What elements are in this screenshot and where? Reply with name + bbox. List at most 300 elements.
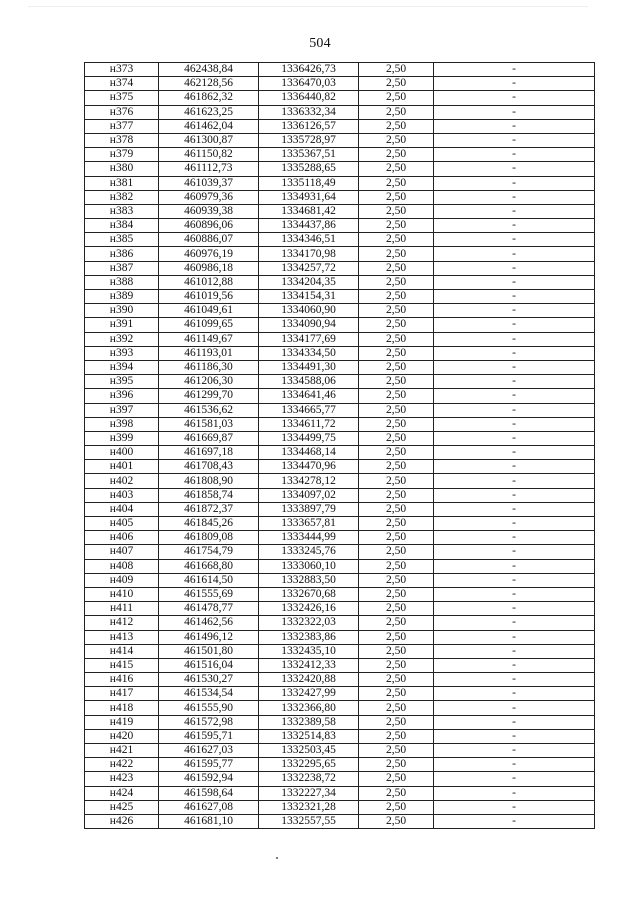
note-cell: - xyxy=(434,786,595,800)
x-coordinate-cell: 461039,37 xyxy=(159,176,259,190)
accuracy-cell: 2,50 xyxy=(359,488,434,502)
point-id-cell: н413 xyxy=(85,630,159,644)
y-coordinate-cell: 1334611,72 xyxy=(259,417,359,431)
y-coordinate-cell: 1335728,97 xyxy=(259,133,359,147)
y-coordinate-cell: 1334170,98 xyxy=(259,247,359,261)
table-row xyxy=(85,517,595,531)
accuracy-cell: 2,50 xyxy=(359,800,434,814)
accuracy-cell: 2,50 xyxy=(359,531,434,545)
y-coordinate-cell: 1336440,82 xyxy=(259,91,359,105)
note-cell: - xyxy=(434,460,595,474)
table-row xyxy=(85,531,595,545)
accuracy-cell: 2,50 xyxy=(359,517,434,531)
accuracy-cell: 2,50 xyxy=(359,176,434,190)
x-coordinate-cell: 461581,03 xyxy=(159,417,259,431)
point-id-cell: н421 xyxy=(85,744,159,758)
y-coordinate-cell: 1334681,42 xyxy=(259,204,359,218)
note-cell: - xyxy=(434,204,595,218)
point-id-cell: н412 xyxy=(85,616,159,630)
x-coordinate-cell: 461623,25 xyxy=(159,105,259,119)
y-coordinate-cell: 1335367,51 xyxy=(259,148,359,162)
table-row xyxy=(85,431,595,445)
note-cell: - xyxy=(434,360,595,374)
note-cell: - xyxy=(434,148,595,162)
y-coordinate-cell: 1334665,77 xyxy=(259,403,359,417)
y-coordinate-cell: 1334090,94 xyxy=(259,318,359,332)
table-row xyxy=(85,744,595,758)
table-row xyxy=(85,204,595,218)
accuracy-cell: 2,50 xyxy=(359,190,434,204)
table-row xyxy=(85,488,595,502)
point-id-cell: н383 xyxy=(85,204,159,218)
note-cell: - xyxy=(434,77,595,91)
note-cell: - xyxy=(434,573,595,587)
accuracy-cell: 2,50 xyxy=(359,814,434,828)
point-id-cell: н397 xyxy=(85,403,159,417)
y-coordinate-cell: 1332557,55 xyxy=(259,814,359,828)
y-coordinate-cell: 1332238,72 xyxy=(259,772,359,786)
point-id-cell: н403 xyxy=(85,488,159,502)
y-coordinate-cell: 1334437,86 xyxy=(259,219,359,233)
table-row xyxy=(85,616,595,630)
x-coordinate-cell: 461150,82 xyxy=(159,148,259,162)
x-coordinate-cell: 461592,94 xyxy=(159,772,259,786)
table-row xyxy=(85,346,595,360)
note-cell: - xyxy=(434,772,595,786)
table-row xyxy=(85,247,595,261)
table-row xyxy=(85,758,595,772)
table-row xyxy=(85,77,595,91)
accuracy-cell: 2,50 xyxy=(359,133,434,147)
note-cell: - xyxy=(434,814,595,828)
table-row xyxy=(85,786,595,800)
table-row xyxy=(85,658,595,672)
x-coordinate-cell: 462128,56 xyxy=(159,77,259,91)
table-row xyxy=(85,687,595,701)
x-coordinate-cell: 460976,19 xyxy=(159,247,259,261)
point-id-cell: н422 xyxy=(85,758,159,772)
note-cell: - xyxy=(434,162,595,176)
x-coordinate-cell: 461012,88 xyxy=(159,275,259,289)
note-cell: - xyxy=(434,616,595,630)
accuracy-cell: 2,50 xyxy=(359,559,434,573)
table-row xyxy=(85,133,595,147)
accuracy-cell: 2,50 xyxy=(359,417,434,431)
note-cell: - xyxy=(434,729,595,743)
x-coordinate-cell: 461516,04 xyxy=(159,658,259,672)
x-coordinate-cell: 462438,84 xyxy=(159,63,259,77)
point-id-cell: н411 xyxy=(85,602,159,616)
table-row xyxy=(85,91,595,105)
point-id-cell: н404 xyxy=(85,502,159,516)
point-id-cell: н380 xyxy=(85,162,159,176)
x-coordinate-cell: 460886,07 xyxy=(159,233,259,247)
note-cell: - xyxy=(434,403,595,417)
note-cell: - xyxy=(434,502,595,516)
note-cell: - xyxy=(434,446,595,460)
note-cell: - xyxy=(434,474,595,488)
accuracy-cell: 2,50 xyxy=(359,729,434,743)
y-coordinate-cell: 1332383,86 xyxy=(259,630,359,644)
table-row xyxy=(85,701,595,715)
y-coordinate-cell: 1332412,33 xyxy=(259,658,359,672)
table-row xyxy=(85,545,595,559)
table-row xyxy=(85,360,595,374)
y-coordinate-cell: 1334278,12 xyxy=(259,474,359,488)
y-coordinate-cell: 1332321,28 xyxy=(259,800,359,814)
x-coordinate-cell: 461186,30 xyxy=(159,360,259,374)
table-row xyxy=(85,375,595,389)
table-row xyxy=(85,190,595,204)
point-id-cell: н376 xyxy=(85,105,159,119)
y-coordinate-cell: 1332227,34 xyxy=(259,786,359,800)
accuracy-cell: 2,50 xyxy=(359,275,434,289)
accuracy-cell: 2,50 xyxy=(359,644,434,658)
note-cell: - xyxy=(434,133,595,147)
accuracy-cell: 2,50 xyxy=(359,446,434,460)
x-coordinate-cell: 461668,80 xyxy=(159,559,259,573)
x-coordinate-cell: 461299,70 xyxy=(159,389,259,403)
point-id-cell: н407 xyxy=(85,545,159,559)
point-id-cell: н420 xyxy=(85,729,159,743)
point-id-cell: н389 xyxy=(85,290,159,304)
note-cell: - xyxy=(434,176,595,190)
x-coordinate-cell: 461627,03 xyxy=(159,744,259,758)
x-coordinate-cell: 460986,18 xyxy=(159,261,259,275)
note-cell: - xyxy=(434,105,595,119)
point-id-cell: н393 xyxy=(85,346,159,360)
table-row xyxy=(85,275,595,289)
table-row xyxy=(85,417,595,431)
y-coordinate-cell: 1336426,73 xyxy=(259,63,359,77)
table-row xyxy=(85,318,595,332)
x-coordinate-cell: 461530,27 xyxy=(159,673,259,687)
accuracy-cell: 2,50 xyxy=(359,786,434,800)
point-id-cell: н384 xyxy=(85,219,159,233)
accuracy-cell: 2,50 xyxy=(359,91,434,105)
note-cell: - xyxy=(434,304,595,318)
scan-speck xyxy=(276,857,278,859)
note-cell: - xyxy=(434,488,595,502)
accuracy-cell: 2,50 xyxy=(359,573,434,587)
x-coordinate-cell: 461708,43 xyxy=(159,460,259,474)
accuracy-cell: 2,50 xyxy=(359,247,434,261)
y-coordinate-cell: 1334204,35 xyxy=(259,275,359,289)
y-coordinate-cell: 1336126,57 xyxy=(259,119,359,133)
x-coordinate-cell: 461206,30 xyxy=(159,375,259,389)
table-row xyxy=(85,162,595,176)
note-cell: - xyxy=(434,431,595,445)
coordinates-table-body xyxy=(85,63,595,829)
note-cell: - xyxy=(434,559,595,573)
point-id-cell: н391 xyxy=(85,318,159,332)
note-cell: - xyxy=(434,91,595,105)
x-coordinate-cell: 460939,38 xyxy=(159,204,259,218)
point-id-cell: н410 xyxy=(85,587,159,601)
point-id-cell: н396 xyxy=(85,389,159,403)
table-row xyxy=(85,559,595,573)
y-coordinate-cell: 1334154,31 xyxy=(259,290,359,304)
point-id-cell: н394 xyxy=(85,360,159,374)
table-row xyxy=(85,800,595,814)
note-cell: - xyxy=(434,261,595,275)
point-id-cell: н399 xyxy=(85,431,159,445)
accuracy-cell: 2,50 xyxy=(359,204,434,218)
point-id-cell: н401 xyxy=(85,460,159,474)
point-id-cell: н418 xyxy=(85,701,159,715)
y-coordinate-cell: 1332295,65 xyxy=(259,758,359,772)
point-id-cell: н386 xyxy=(85,247,159,261)
accuracy-cell: 2,50 xyxy=(359,105,434,119)
accuracy-cell: 2,50 xyxy=(359,431,434,445)
point-id-cell: н426 xyxy=(85,814,159,828)
point-id-cell: н381 xyxy=(85,176,159,190)
note-cell: - xyxy=(434,318,595,332)
y-coordinate-cell: 1332883,50 xyxy=(259,573,359,587)
y-coordinate-cell: 1332389,58 xyxy=(259,715,359,729)
note-cell: - xyxy=(434,332,595,346)
y-coordinate-cell: 1332670,68 xyxy=(259,587,359,601)
table-row xyxy=(85,176,595,190)
point-id-cell: н373 xyxy=(85,63,159,77)
y-coordinate-cell: 1334468,14 xyxy=(259,446,359,460)
accuracy-cell: 2,50 xyxy=(359,360,434,374)
table-row xyxy=(85,261,595,275)
note-cell: - xyxy=(434,658,595,672)
accuracy-cell: 2,50 xyxy=(359,474,434,488)
point-id-cell: н406 xyxy=(85,531,159,545)
y-coordinate-cell: 1336470,03 xyxy=(259,77,359,91)
table-row xyxy=(85,219,595,233)
y-coordinate-cell: 1334931,64 xyxy=(259,190,359,204)
point-id-cell: н424 xyxy=(85,786,159,800)
x-coordinate-cell: 461534,54 xyxy=(159,687,259,701)
point-id-cell: н402 xyxy=(85,474,159,488)
y-coordinate-cell: 1333897,79 xyxy=(259,502,359,516)
y-coordinate-cell: 1332503,45 xyxy=(259,744,359,758)
point-id-cell: н405 xyxy=(85,517,159,531)
table-row xyxy=(85,304,595,318)
accuracy-cell: 2,50 xyxy=(359,587,434,601)
point-id-cell: н390 xyxy=(85,304,159,318)
point-id-cell: н378 xyxy=(85,133,159,147)
x-coordinate-cell: 461681,10 xyxy=(159,814,259,828)
table-row xyxy=(85,715,595,729)
point-id-cell: н387 xyxy=(85,261,159,275)
x-coordinate-cell: 460896,06 xyxy=(159,219,259,233)
y-coordinate-cell: 1336332,34 xyxy=(259,105,359,119)
table-row xyxy=(85,332,595,346)
point-id-cell: н400 xyxy=(85,446,159,460)
table-row xyxy=(85,403,595,417)
note-cell: - xyxy=(434,63,595,77)
note-cell: - xyxy=(434,219,595,233)
note-cell: - xyxy=(434,673,595,687)
y-coordinate-cell: 1335118,49 xyxy=(259,176,359,190)
note-cell: - xyxy=(434,630,595,644)
note-cell: - xyxy=(434,545,595,559)
table-row xyxy=(85,630,595,644)
accuracy-cell: 2,50 xyxy=(359,162,434,176)
point-id-cell: н374 xyxy=(85,77,159,91)
accuracy-cell: 2,50 xyxy=(359,63,434,77)
accuracy-cell: 2,50 xyxy=(359,602,434,616)
accuracy-cell: 2,50 xyxy=(359,502,434,516)
note-cell: - xyxy=(434,346,595,360)
table-row xyxy=(85,673,595,687)
x-coordinate-cell: 461862,32 xyxy=(159,91,259,105)
x-coordinate-cell: 461300,87 xyxy=(159,133,259,147)
y-coordinate-cell: 1334491,30 xyxy=(259,360,359,374)
table-row xyxy=(85,602,595,616)
note-cell: - xyxy=(434,290,595,304)
accuracy-cell: 2,50 xyxy=(359,119,434,133)
y-coordinate-cell: 1333657,81 xyxy=(259,517,359,531)
table-row xyxy=(85,474,595,488)
x-coordinate-cell: 461572,98 xyxy=(159,715,259,729)
table-row xyxy=(85,814,595,828)
note-cell: - xyxy=(434,233,595,247)
x-coordinate-cell: 460979,36 xyxy=(159,190,259,204)
point-id-cell: н409 xyxy=(85,573,159,587)
y-coordinate-cell: 1332426,16 xyxy=(259,602,359,616)
x-coordinate-cell: 461872,37 xyxy=(159,502,259,516)
y-coordinate-cell: 1334470,96 xyxy=(259,460,359,474)
table-row xyxy=(85,446,595,460)
accuracy-cell: 2,50 xyxy=(359,389,434,403)
x-coordinate-cell: 461754,79 xyxy=(159,545,259,559)
page-number: 504 xyxy=(309,36,331,51)
table-row xyxy=(85,119,595,133)
x-coordinate-cell: 461501,80 xyxy=(159,644,259,658)
table-row xyxy=(85,105,595,119)
accuracy-cell: 2,50 xyxy=(359,375,434,389)
accuracy-cell: 2,50 xyxy=(359,673,434,687)
point-id-cell: н425 xyxy=(85,800,159,814)
accuracy-cell: 2,50 xyxy=(359,772,434,786)
y-coordinate-cell: 1334499,75 xyxy=(259,431,359,445)
accuracy-cell: 2,50 xyxy=(359,233,434,247)
note-cell: - xyxy=(434,275,595,289)
accuracy-cell: 2,50 xyxy=(359,630,434,644)
x-coordinate-cell: 461049,61 xyxy=(159,304,259,318)
point-id-cell: н392 xyxy=(85,332,159,346)
note-cell: - xyxy=(434,375,595,389)
y-coordinate-cell: 1332427,99 xyxy=(259,687,359,701)
x-coordinate-cell: 461149,67 xyxy=(159,332,259,346)
x-coordinate-cell: 461697,18 xyxy=(159,446,259,460)
x-coordinate-cell: 461555,90 xyxy=(159,701,259,715)
note-cell: - xyxy=(434,531,595,545)
accuracy-cell: 2,50 xyxy=(359,290,434,304)
accuracy-cell: 2,50 xyxy=(359,687,434,701)
x-coordinate-cell: 461598,64 xyxy=(159,786,259,800)
point-id-cell: н398 xyxy=(85,417,159,431)
note-cell: - xyxy=(434,190,595,204)
note-cell: - xyxy=(434,644,595,658)
point-id-cell: н423 xyxy=(85,772,159,786)
x-coordinate-cell: 461462,04 xyxy=(159,119,259,133)
note-cell: - xyxy=(434,800,595,814)
note-cell: - xyxy=(434,417,595,431)
note-cell: - xyxy=(434,715,595,729)
x-coordinate-cell: 461845,26 xyxy=(159,517,259,531)
y-coordinate-cell: 1334257,72 xyxy=(259,261,359,275)
x-coordinate-cell: 461536,62 xyxy=(159,403,259,417)
table-row xyxy=(85,772,595,786)
x-coordinate-cell: 461496,12 xyxy=(159,630,259,644)
y-coordinate-cell: 1334346,51 xyxy=(259,233,359,247)
table-row xyxy=(85,233,595,247)
y-coordinate-cell: 1332420,88 xyxy=(259,673,359,687)
table-row xyxy=(85,573,595,587)
coordinates-table xyxy=(84,62,595,829)
accuracy-cell: 2,50 xyxy=(359,744,434,758)
table-row xyxy=(85,63,595,77)
note-cell: - xyxy=(434,744,595,758)
point-id-cell: н416 xyxy=(85,673,159,687)
x-coordinate-cell: 461669,87 xyxy=(159,431,259,445)
y-coordinate-cell: 1334641,46 xyxy=(259,389,359,403)
accuracy-cell: 2,50 xyxy=(359,346,434,360)
accuracy-cell: 2,50 xyxy=(359,304,434,318)
x-coordinate-cell: 461858,74 xyxy=(159,488,259,502)
accuracy-cell: 2,50 xyxy=(359,403,434,417)
point-id-cell: н395 xyxy=(85,375,159,389)
table-row xyxy=(85,460,595,474)
x-coordinate-cell: 461462,56 xyxy=(159,616,259,630)
x-coordinate-cell: 461099,65 xyxy=(159,318,259,332)
point-id-cell: н382 xyxy=(85,190,159,204)
table-row xyxy=(85,644,595,658)
point-id-cell: н408 xyxy=(85,559,159,573)
y-coordinate-cell: 1333245,76 xyxy=(259,545,359,559)
point-id-cell: н415 xyxy=(85,658,159,672)
note-cell: - xyxy=(434,119,595,133)
x-coordinate-cell: 461555,69 xyxy=(159,587,259,601)
y-coordinate-cell: 1334334,50 xyxy=(259,346,359,360)
table-row xyxy=(85,587,595,601)
point-id-cell: н375 xyxy=(85,91,159,105)
note-cell: - xyxy=(434,247,595,261)
table-row xyxy=(85,729,595,743)
point-id-cell: н377 xyxy=(85,119,159,133)
table-row xyxy=(85,290,595,304)
note-cell: - xyxy=(434,602,595,616)
table-row xyxy=(85,148,595,162)
accuracy-cell: 2,50 xyxy=(359,219,434,233)
note-cell: - xyxy=(434,758,595,772)
y-coordinate-cell: 1332514,83 xyxy=(259,729,359,743)
note-cell: - xyxy=(434,587,595,601)
accuracy-cell: 2,50 xyxy=(359,332,434,346)
y-coordinate-cell: 1333444,99 xyxy=(259,531,359,545)
note-cell: - xyxy=(434,517,595,531)
point-id-cell: н419 xyxy=(85,715,159,729)
note-cell: - xyxy=(434,687,595,701)
x-coordinate-cell: 461112,73 xyxy=(159,162,259,176)
x-coordinate-cell: 461809,08 xyxy=(159,531,259,545)
accuracy-cell: 2,50 xyxy=(359,758,434,772)
point-id-cell: н385 xyxy=(85,233,159,247)
accuracy-cell: 2,50 xyxy=(359,658,434,672)
x-coordinate-cell: 461193,01 xyxy=(159,346,259,360)
x-coordinate-cell: 461478,77 xyxy=(159,602,259,616)
point-id-cell: н388 xyxy=(85,275,159,289)
x-coordinate-cell: 461019,56 xyxy=(159,290,259,304)
y-coordinate-cell: 1334588,06 xyxy=(259,375,359,389)
accuracy-cell: 2,50 xyxy=(359,148,434,162)
